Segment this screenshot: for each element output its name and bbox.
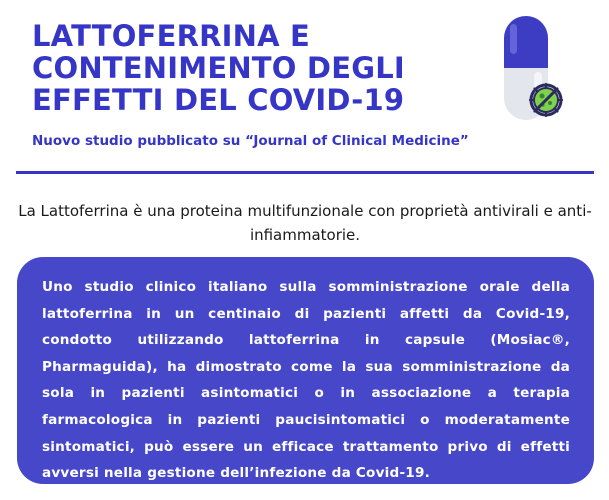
divider	[16, 171, 594, 174]
study-summary-text: Uno studio clinico italiano sulla somministrazione orale della lattoferrina in un centinaio di pazienti affetti da Covid-19, condotto utilizzando lattoferrina in capsule (Mosiac®, Pharmaguida), ha dimostrato come la sua somministrazione da sola in pazienti asintomatici o in associazione a terapia farmacologica in pazienti paucisintomatici o moderatamente sintomatici, può essere un efficace trattamento privo di effetti avversi nella gestione dell’infezione da Covid-19.	[42, 279, 570, 482]
study-summary-card	[17, 257, 594, 484]
pill-capsule-virus-icon	[496, 14, 568, 126]
subtitle: Nuovo studio pubblicato su “Journal of Clinical Medicine”	[32, 133, 469, 149]
intro-text: La Lattoferrina è una proteina multifunzionale con proprietà antivirali e anti-infiammatorie.	[18, 202, 592, 244]
page-title: LATTOFERRINA E CONTENIMENTO DEGLI EFFETTI DEL COVID-19	[32, 19, 405, 117]
